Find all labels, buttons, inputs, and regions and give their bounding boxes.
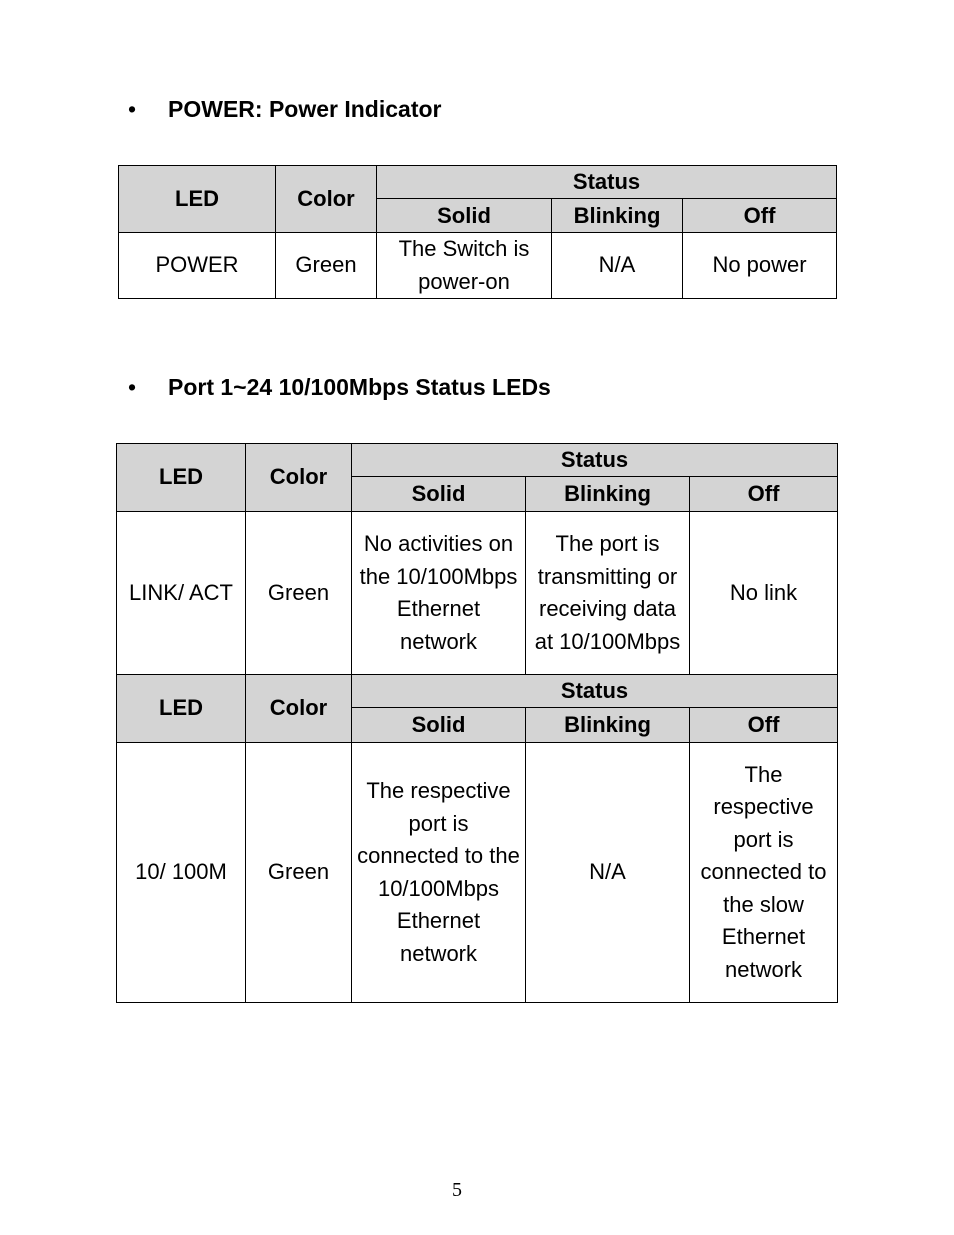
header-status: Status xyxy=(377,166,837,199)
header-led: LED xyxy=(117,675,246,743)
cell-led: POWER xyxy=(119,233,276,299)
cell-off: No power xyxy=(683,233,837,299)
cell-color: Green xyxy=(276,233,377,299)
cell-color: Green xyxy=(246,743,352,1003)
section-heading-power xyxy=(128,95,441,123)
heading-text: Port 1~24 10/100Mbps Status LEDs xyxy=(168,374,551,400)
table-row xyxy=(119,233,837,299)
header-color: Color xyxy=(276,166,377,233)
cell-color: Green xyxy=(246,512,352,675)
header-off: Off xyxy=(690,708,838,743)
header-solid: Solid xyxy=(352,708,526,743)
header-led: LED xyxy=(117,444,246,512)
port-led-table xyxy=(116,443,838,1003)
header-status: Status xyxy=(352,444,838,477)
power-led-table xyxy=(118,165,837,299)
header-color: Color xyxy=(246,444,352,512)
header-color: Color xyxy=(246,675,352,743)
table-row xyxy=(117,743,838,1003)
cell-blinking: N/A xyxy=(552,233,683,299)
cell-off: The respective port is connected to the slow Ethernet network xyxy=(690,743,838,1003)
cell-solid: The Switch is power-on xyxy=(377,233,552,299)
cell-led: 10/ 100M xyxy=(117,743,246,1003)
header-blinking: Blinking xyxy=(526,477,690,512)
section-heading-port-leds xyxy=(128,373,551,401)
cell-led: LINK/ ACT xyxy=(117,512,246,675)
header-off: Off xyxy=(683,199,837,233)
header-off: Off xyxy=(690,477,838,512)
table-row xyxy=(117,512,838,675)
cell-off: No link xyxy=(690,512,838,675)
header-blinking: Blinking xyxy=(526,708,690,743)
cell-solid: The respective port is connected to the 10/100Mbps Ethernet network xyxy=(352,743,526,1003)
heading-text: POWER: Power Indicator xyxy=(168,96,442,122)
header-solid: Solid xyxy=(352,477,526,512)
cell-blinking: N/A xyxy=(526,743,690,1003)
cell-blinking: The port is transmitting or receiving data at 10/100Mbps xyxy=(526,512,690,675)
bullet-icon: • xyxy=(128,374,137,400)
header-status: Status xyxy=(352,675,838,708)
page-number: 5 xyxy=(452,1179,462,1201)
header-led: LED xyxy=(119,166,276,233)
cell-solid: No activities on the 10/100Mbps Ethernet network xyxy=(352,512,526,675)
header-blinking: Blinking xyxy=(552,199,683,233)
header-solid: Solid xyxy=(377,199,552,233)
bullet-icon: • xyxy=(128,96,137,122)
